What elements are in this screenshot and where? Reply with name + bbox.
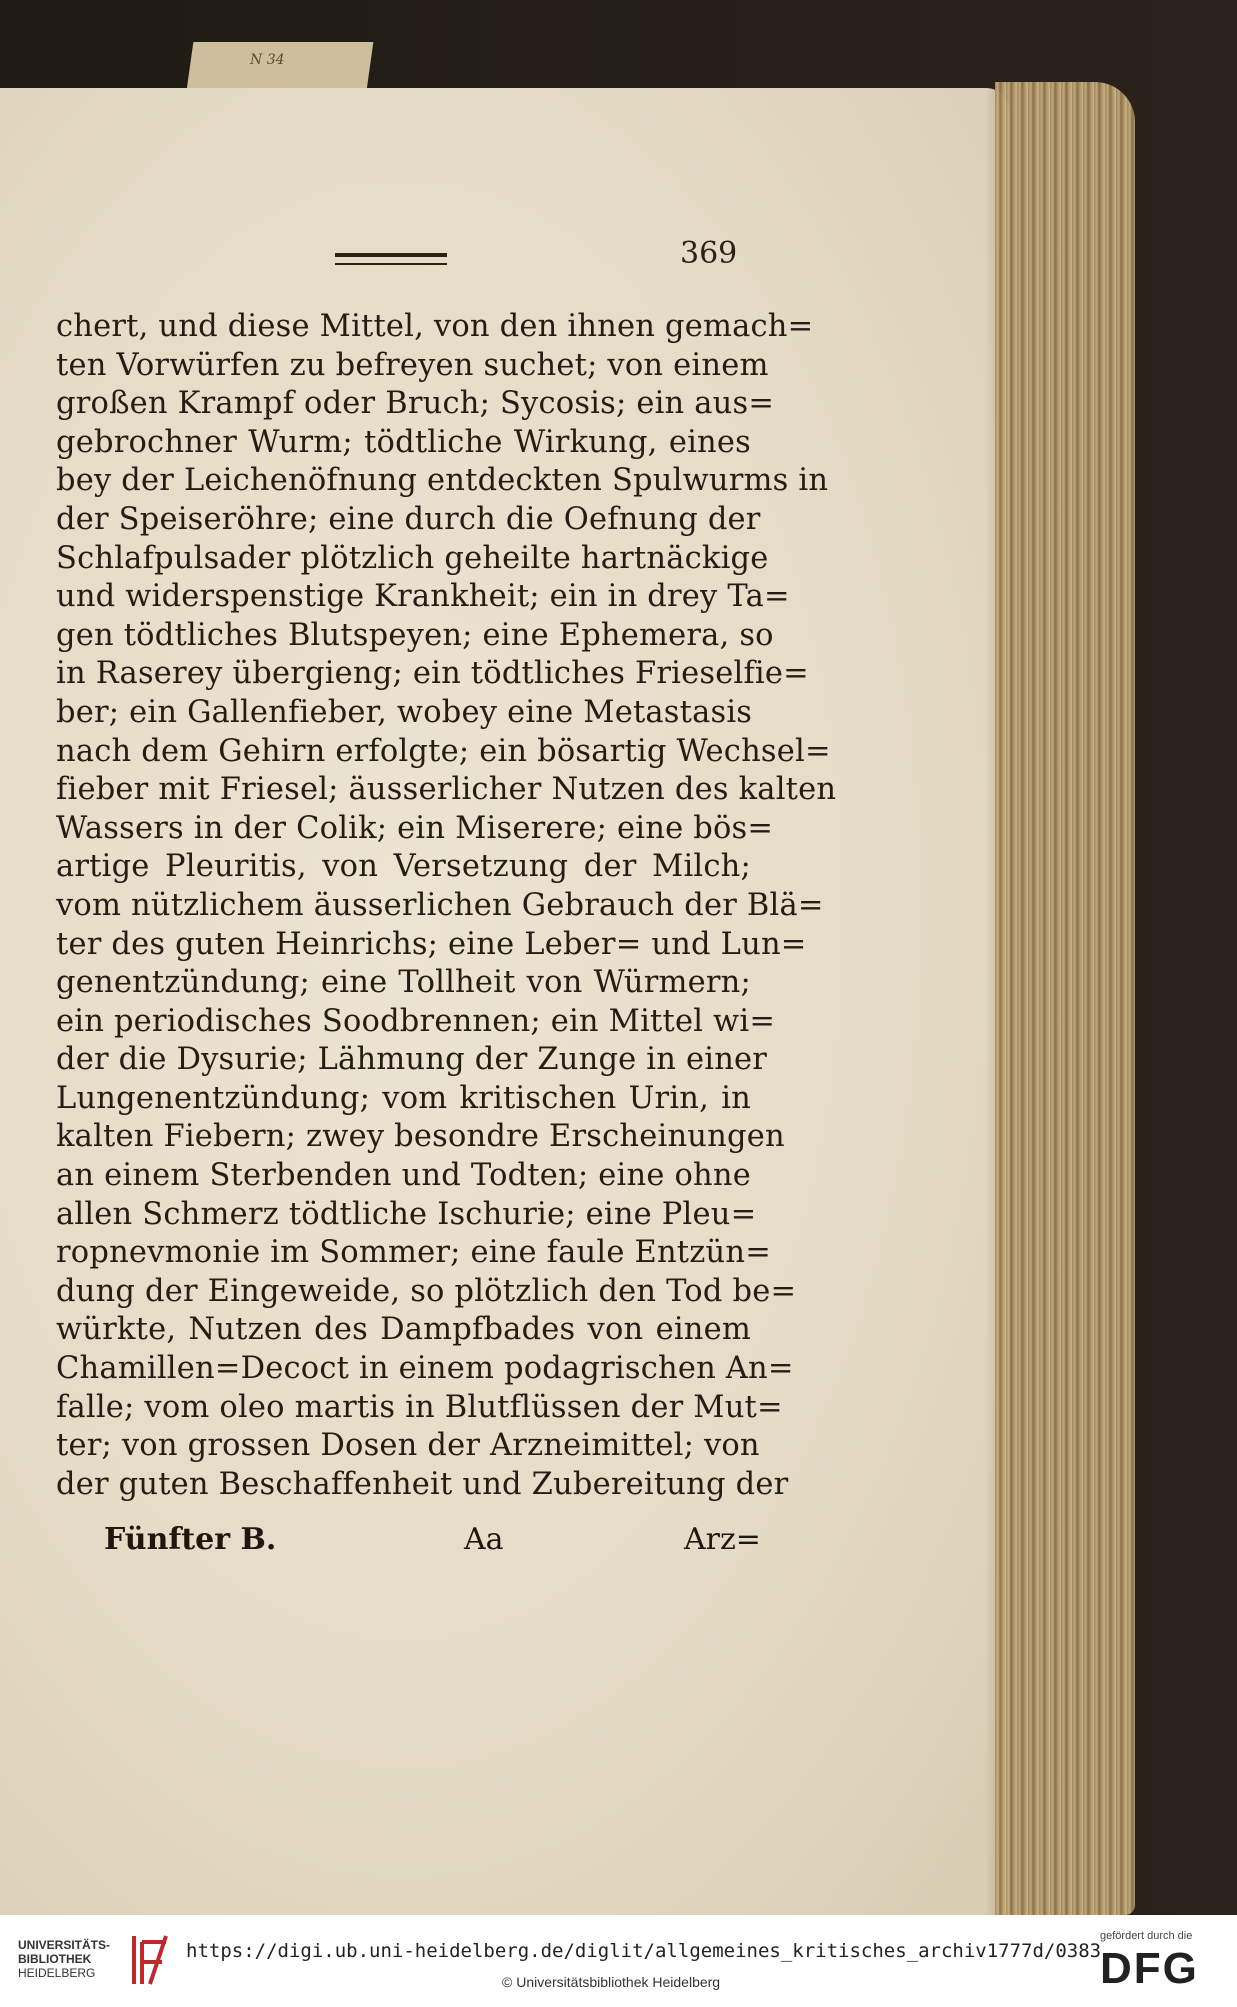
page-number: 369 [680,236,738,271]
text-line: artige Pleuritis, von Versetzung der Milch; [56,849,751,885]
text-line: ter des guten Heinrichs; eine Leber= und Lun= [56,926,807,962]
copyright-notice: © Universitätsbibliothek Heidelberg [502,1974,721,1990]
text-line: falle; vom oleo martis in Blutflüssen der Mut= [56,1389,783,1425]
text-line: Schlafpulsader plötzlich geheilte hartnäckige [56,540,769,576]
text-line: dung der Eingeweide, so plötzlich den Tod be= [56,1273,797,1309]
text-line: ein periodisches Soodbrennen; ein Mittel wi= [56,1003,776,1039]
text-line: gen tödtliches Blutspeyen; eine Ephemera, so [56,617,774,653]
body-text [56,308,837,1504]
text-line: Lungenentzündung; vom kritischen Urin, in [56,1080,751,1116]
dfg-logo: DFG [1100,1944,1199,1993]
text-line: Chamillen=Decoct in einem podagrischen An= [56,1351,794,1387]
text-line: fieber mit Friesel; äusserlicher Nutzen des kalten [56,772,837,808]
text-line: der Speiseröhre; eine durch die Oefnung der [56,501,761,537]
signature-left: Fünfter B. [104,1522,277,1557]
text-line: bey der Leichenöfnung entdeckten Spulwurms in [56,463,829,499]
signature-mark: Aa [464,1522,504,1557]
text-line: in Raserey übergieng; ein tödtliches Frieselfie= [56,656,809,692]
library-name [18,1938,128,1980]
page-edge [995,82,1135,1915]
text-line: ten Vorwürfen zu befreyen suchet; von einem [56,347,769,383]
text-line: an einem Sterbenden und Todten; eine ohne [56,1158,751,1194]
text-line: genentzündung; eine Tollheit von Würmern; [56,965,751,1001]
text-line: ber; ein Gallenfieber, wobey eine Metastasis [56,694,753,730]
text-line: der die Dysurie; Lähmung der Zunge in einer [56,1042,768,1078]
catchword: Arz= [684,1522,761,1557]
text-line: würkte, Nutzen des Dampfbades von einem [56,1312,751,1348]
funded-by-label: gefördert durch die [1100,1930,1193,1942]
text-line: ropnevmonie im Sommer; eine faule Entzün= [56,1235,771,1271]
text-line: der guten Beschaffenheit und Zubereitung der [56,1466,789,1502]
library-name-line2: BIBLIOTHEK [18,1952,92,1966]
text-line: großen Krampf oder Bruch; Sycosis; ein aus= [56,386,775,422]
text-line: gebrochner Wurm; tödtliche Wirkung, eines [56,424,751,460]
header-rule [335,253,447,265]
permalink-url[interactable]: https://digi.ub.uni-heidelberg.de/diglit/allgemeines_kritisches_archiv1777d/0383 [186,1940,1102,1962]
text-line: ter; von grossen Dosen der Arzneimittel; von [56,1428,760,1464]
text-line: und widerspenstige Krankheit; ein in drey Ta= [56,579,790,615]
text-line: kalten Fiebern; zwey besondre Erscheinungen [56,1119,785,1155]
text-line: vom nützlichem äusserlichen Gebrauch der Blä= [56,887,824,923]
text-line: nach dem Gehirn erfolgte; ein bösartig Wechsel= [56,733,831,769]
library-logo-icon [128,1932,172,1988]
text-line: chert, und diese Mittel, von den ihnen gemach= [56,309,814,344]
text-line: Wassers in der Colik; ein Miserere; eine bös= [56,810,774,846]
library-name-line1: UNIVERSITÄTS- [18,1938,111,1952]
tab-label: N 34 [250,52,285,68]
text-line: allen Schmerz tödtliche Ischurie; eine Pleu= [56,1196,757,1232]
library-name-line3: HEIDELBERG [18,1966,96,1980]
